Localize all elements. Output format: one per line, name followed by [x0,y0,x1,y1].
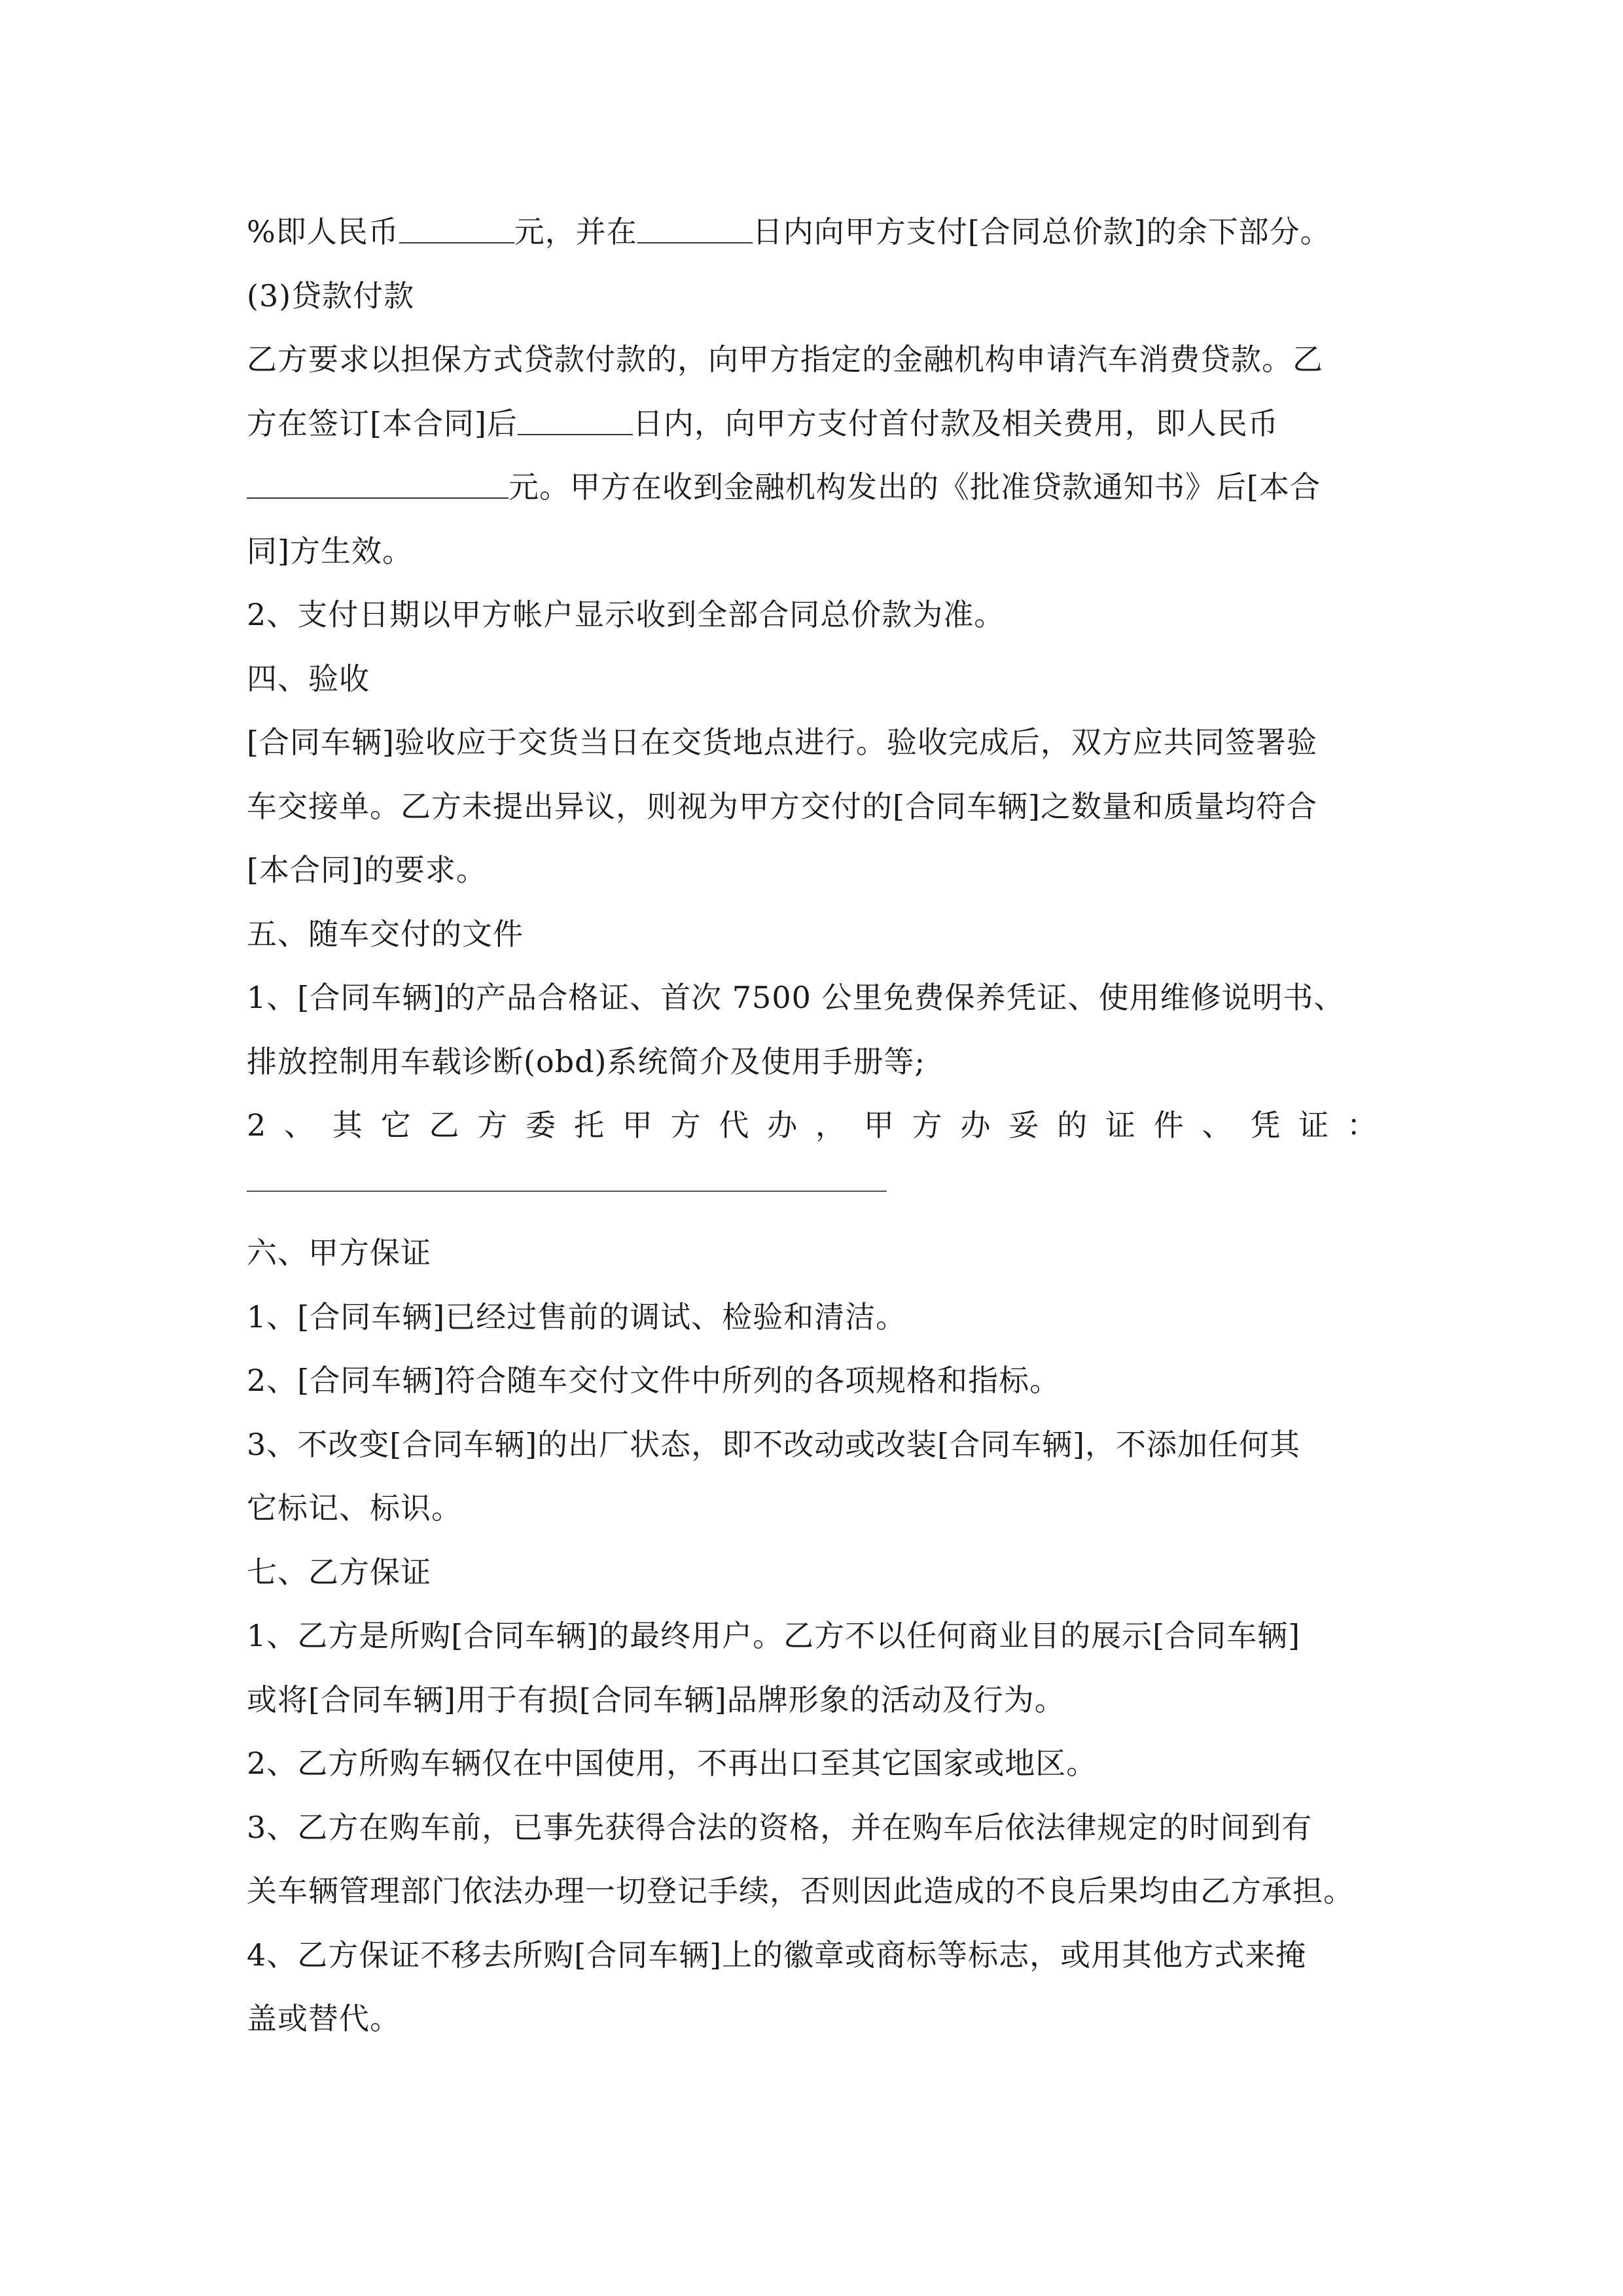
text-line: [合同车辆]验收应于交货当日在交货地点进行。验收完成后，双方应共同签署验 [247,725,1317,760]
char: 办 [960,1107,991,1143]
char: 办 [767,1107,798,1143]
text-line: 它标记、标识。 [247,1490,462,1526]
char: 委 [526,1107,557,1143]
char: 方 [912,1107,943,1143]
char: 甲 [863,1107,895,1143]
section-heading: 五、随车交付的文件 [247,916,524,952]
text-line: [本合同]的要求。 [247,852,487,888]
text-line [247,200,1385,264]
text-segment: 方在签订[本合同]后 [247,405,518,441]
text-line [247,392,1385,456]
text-segment: 日内向甲方支付[合同总价款]的余下部分。 [752,214,1331,249]
fill-in-blank [399,212,514,243]
text-line: 3、乙方在购车前，已事先获得合法的资格，并在购车后依法律规定的时间到有 [247,1809,1313,1845]
char: 的 [1057,1107,1088,1143]
text-line: 1、[合同车辆]的产品合格证、首次 7500 公里免费保养凭证、使用维修说明书、 [247,980,1345,1015]
char: 、 [284,1107,315,1143]
char: 其 [332,1107,363,1143]
char: 方 [477,1107,508,1143]
text-line: 2、[合同车辆]符合随车交付文件中所列的各项规格和指标。 [247,1363,1061,1398]
section-heading: 四、验收 [247,660,370,696]
fill-in-blank [247,467,508,499]
char: 代 [719,1107,750,1143]
fill-in-rule [247,1191,887,1192]
char: 证 [1105,1107,1136,1143]
text-segment: 元。甲方在收到金融机构发出的《批准贷款通知书》后[本合 [508,469,1321,505]
text-line: 同]方生效。 [247,533,413,569]
text-segment: %即人民币 [247,214,399,249]
fill-in-line-row [247,1158,1385,1222]
text-line: 盖或替代。 [247,2001,401,2036]
char: 方 [670,1107,702,1143]
char: 乙 [429,1107,460,1143]
char: 件 [1153,1107,1185,1143]
text-segment: 日内，向甲方支付首付款及相关费用，即人民币 [632,405,1279,441]
char: 甲 [622,1107,653,1143]
char: 2 [247,1107,267,1143]
text-line: 2、乙方所购车辆仅在中国使用，不再出口至其它国家或地区。 [247,1746,1097,1781]
subsection-heading: (3)贷款付款 [247,278,415,314]
document-page [247,200,1385,2051]
text-line: 1、乙方是所购[合同车辆]的最终用户。乙方不以任何商业目的展示[合同车辆] [247,1618,1301,1653]
char: 妥 [1008,1107,1040,1143]
char: ： [1346,1107,1378,1143]
text-line: 排放控制用车载诊断(obd)系统简介及使用手册等; [247,1043,925,1079]
text-line: 1、[合同车辆]已经过售前的调试、检验和清洁。 [247,1299,907,1335]
char: ， [815,1107,847,1143]
text-line [247,456,1385,520]
text-line: 3、不改变[合同车辆]的出厂状态，即不改动或改装[合同车辆]，不添加任何其 [247,1426,1301,1462]
char: 托 [573,1107,605,1143]
justified-text-line [247,1094,1378,1158]
char: 证 [1298,1107,1330,1143]
fill-in-blank [637,212,753,243]
text-segment: 元，并在 [514,214,637,249]
section-heading: 七、乙方保证 [247,1554,431,1590]
char: 它 [380,1107,412,1143]
text-line: 或将[合同车辆]用于有损[合同车辆]品牌形象的活动及行为。 [247,1681,1065,1717]
char: 凭 [1250,1107,1281,1143]
text-line: 乙方要求以担保方式贷款付款的，向甲方指定的金融机构申请汽车消费贷款。乙 [247,342,1323,377]
text-line: 2、支付日期以甲方帐户显示收到全部合同总价款为准。 [247,597,1005,632]
fill-in-blank [518,404,633,435]
text-line: 关车辆管理部门依法办理一切登记手续，否则因此造成的不良后果均由乙方承担。 [247,1873,1354,1909]
text-line: 4、乙方保证不移去所购[合同车辆]上的徽章或商标等标志，或用其他方式来掩 [247,1937,1307,1973]
char: 、 [1202,1107,1233,1143]
text-line: 车交接单。乙方未提出异议，则视为甲方交付的[合同车辆]之数量和质量均符合 [247,788,1317,824]
section-heading: 六、甲方保证 [247,1235,431,1270]
